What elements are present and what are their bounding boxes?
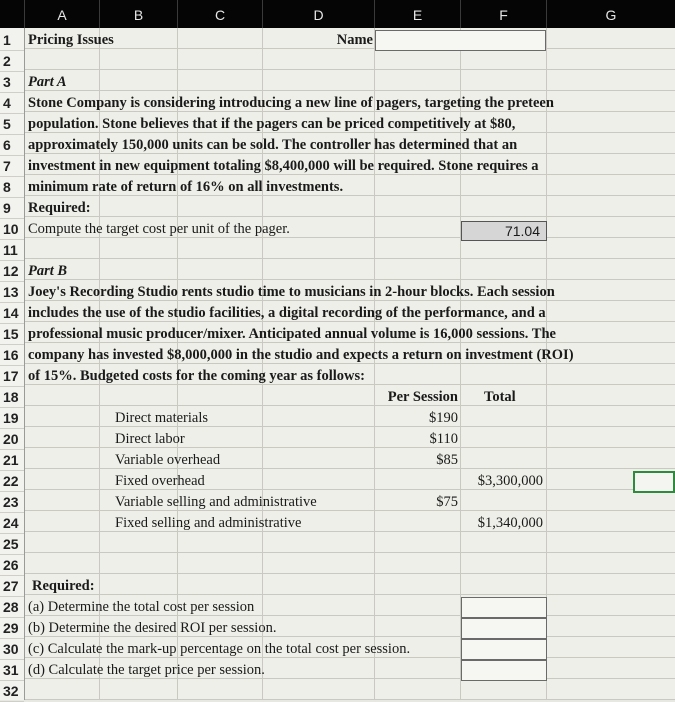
select-all-corner[interactable] [0,0,25,28]
row-header[interactable]: 18 [0,387,24,408]
cost-label: Fixed overhead [115,473,205,489]
column-header-g[interactable]: G [605,7,617,23]
part-a-line: approximately 150,000 units can be sold. The controller has determined that an [28,137,518,153]
row-header[interactable]: 28 [0,597,24,618]
question-b: (b) Determine the desired ROI per session. [28,620,277,636]
total-header: Total [484,389,516,405]
column-header-c[interactable]: C [178,0,263,28]
column-header-bar [0,0,675,28]
part-b-line: company has invested $8,000,000 in the studio and expects a return on investment (ROI) [28,347,574,363]
row-header[interactable]: 4 [0,93,24,114]
row-header[interactable]: 15 [0,324,24,345]
column-header-b[interactable]: B [100,0,178,28]
cost-per-session: $110 [429,431,458,447]
row-header[interactable]: 23 [0,492,24,513]
row-header[interactable]: 26 [0,555,24,576]
row-header[interactable]: 29 [0,618,24,639]
cost-label: Direct materials [115,410,208,426]
name-label: Name [336,32,373,48]
answer-cell-c[interactable] [461,639,547,660]
cost-per-session: $190 [429,410,458,426]
cost-label: Direct labor [115,431,185,447]
part-a-line: investment in new equipment totaling $8,400,000 will be required. Stone requires a [28,158,539,174]
row-header[interactable]: 13 [0,282,24,303]
column-header-d[interactable]: D [263,0,375,28]
part-a-line: minimum rate of return of 16% on all investments. [28,179,344,195]
cell-grid[interactable] [25,28,675,700]
part-a-line: Stone Company is considering introducing a new line of pagers, targeting the preteen [28,95,554,111]
selected-cell-indicator[interactable] [633,471,675,493]
name-input[interactable] [375,30,546,51]
row-header[interactable]: 14 [0,303,24,324]
column-header-f[interactable]: F [461,0,547,28]
part-b-line: of 15%. Budgeted costs for the coming year as follows: [28,368,365,384]
row-header[interactable]: 24 [0,513,24,534]
row-header[interactable]: 3 [0,72,24,93]
column-header-a[interactable]: A [25,0,100,28]
part-a-line: population. Stone believes that if the pagers can be priced competitively at $80, [28,116,516,132]
question-c: (c) Calculate the mark-up percentage on the total cost per session. [28,641,411,657]
cost-per-session: $85 [436,452,458,468]
row-header[interactable]: 25 [0,534,24,555]
part-b-line: includes the use of the studio facilities, a digital recording of the performance, and a [28,305,546,321]
pricing-issues-title: Pricing Issues [28,32,114,48]
row-header[interactable]: 7 [0,156,24,177]
part-b-line: Joey's Recording Studio rents studio time to musicians in 2-hour blocks. Each session [28,284,555,300]
answer-cell-d[interactable] [461,660,547,681]
row-header[interactable]: 11 [0,240,24,261]
cost-label: Variable selling and administrative [115,494,317,510]
row-header[interactable]: 1 [0,30,24,51]
row-header[interactable]: 19 [0,408,24,429]
row-header[interactable]: 12 [0,261,24,282]
row-header[interactable]: 8 [0,177,24,198]
answer-cell-b[interactable] [461,618,547,639]
row-header[interactable]: 17 [0,366,24,387]
part-a-question: Compute the target cost per unit of the pager. [28,221,290,237]
row-header[interactable]: 16 [0,345,24,366]
cost-label: Variable overhead [115,452,221,468]
row-header[interactable]: 21 [0,450,24,471]
row-header[interactable]: 5 [0,114,24,135]
row-header[interactable]: 32 [0,681,24,702]
row-header[interactable]: 27 [0,576,24,597]
row-header[interactable]: 10 [0,219,24,240]
row-header[interactable]: 22 [0,471,24,492]
column-header-e[interactable]: E [375,0,461,28]
row-header[interactable]: 30 [0,639,24,660]
per-session-header: Per Session [387,389,458,405]
row-header[interactable]: 6 [0,135,24,156]
cost-per-session: $75 [436,494,458,510]
cost-total: $1,340,000 [477,515,543,531]
row-header-column [0,28,25,700]
row-header[interactable]: 9 [0,198,24,219]
part-b-line: professional music producer/mixer. Anticipated annual volume is 16,000 sessions. The [28,326,556,342]
part-a-required: Required: [28,200,91,216]
part-a-title: Part A [28,74,67,90]
part-b-required: Required: [32,578,95,594]
answer-cell-a[interactable] [461,597,547,618]
question-d: (d) Calculate the target price per session. [28,662,265,678]
question-a: (a) Determine the total cost per session [28,599,255,615]
cost-label: Fixed selling and administrative [115,515,302,531]
row-header[interactable]: 31 [0,660,24,681]
row-header[interactable]: 2 [0,51,24,72]
target-cost-answer-cell[interactable]: 71.04 [461,221,547,241]
row-header[interactable]: 20 [0,429,24,450]
part-b-title: Part B [28,263,68,279]
cost-total: $3,300,000 [477,473,543,489]
